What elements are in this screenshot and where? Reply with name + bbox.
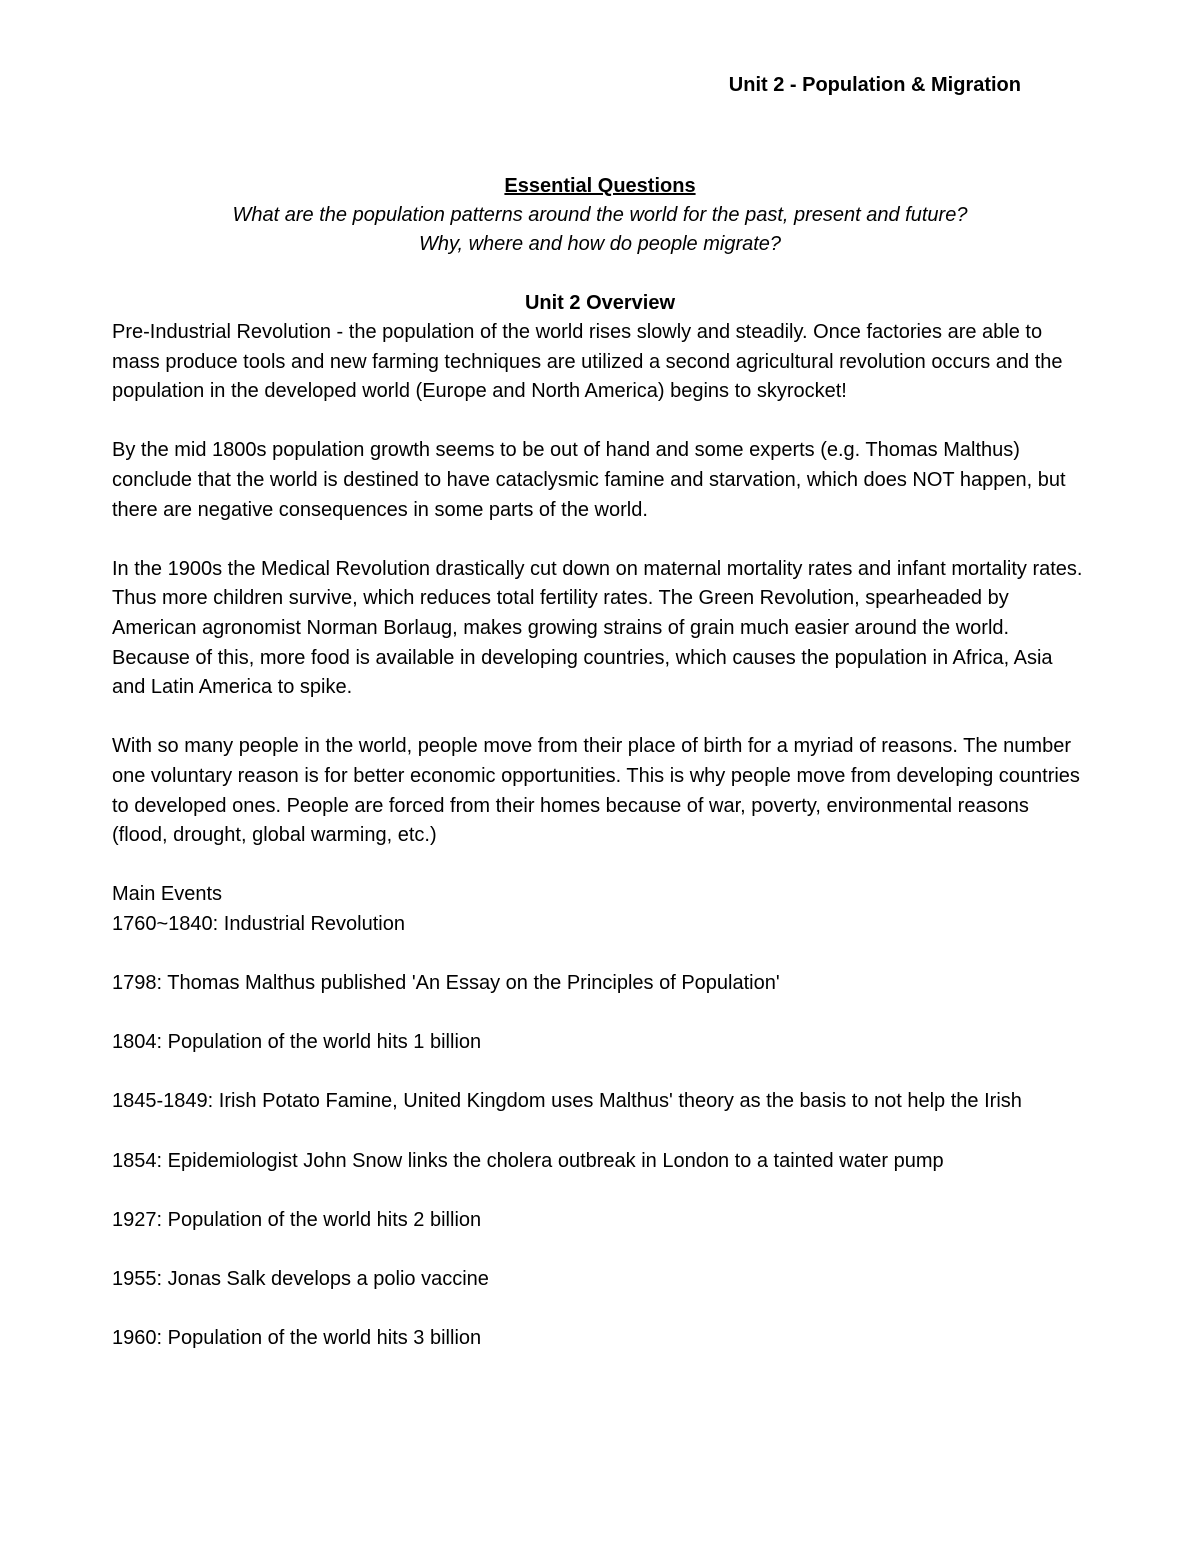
- event-item: 1955: Jonas Salk develops a polio vaccine: [112, 1268, 489, 1290]
- main-events-list: [112, 910, 1087, 1354]
- overview-paragraph: Pre-Industrial Revolution - the population of the world rises slowly and steadily. Once factories are able to mass produce tools and new farming techniques are utilized a second agricultural revolution occurs and the population in the developed world (Europe and North America) begins to skyrocket!: [112, 321, 1063, 403]
- event-item: 1804: Population of the world hits 1 billion: [112, 1031, 482, 1054]
- overview-title: Unit 2 Overview: [524, 292, 676, 314]
- essential-question: What are the population patterns around the world for the past, present and future?: [232, 204, 968, 226]
- essential-question: Why, where and how do people migrate?: [418, 233, 782, 255]
- main-events-label: Main Events: [112, 883, 223, 906]
- document-body: [112, 318, 1087, 1383]
- event-item: 1845-1849: Irish Potato Famine, United Kingdom uses Malthus' theory as the basis to not help the Irish: [112, 1090, 1022, 1113]
- overview-paragraph: In the 1900s the Medical Revolution drastically cut down on maternal mortality rates and infant mortality rates. Thus more children survive, which reduces total fertility rates. The Green Revolution, spearheaded by American agronomist Norman Borlaug, makes growing strains of grain much easier around the world. Because of this, more food is available in developing countries, which causes the population in Africa, Asia and Latin America to spike.: [112, 557, 1083, 699]
- event-item: 1927: Population of the world hits 2 billion: [112, 1208, 482, 1231]
- event-item: 1798: Thomas Malthus published 'An Essay on the Principles of Population': [112, 972, 780, 995]
- event-item: 1760~1840: Industrial Revolution: [112, 912, 405, 935]
- essential-questions-title: Essential Questions: [504, 175, 696, 197]
- event-item: 1854: Epidemiologist John Snow links the cholera outbreak in London to a tainted water pump: [112, 1149, 944, 1172]
- event-item: 1960: Population of the world hits 3 billion: [112, 1327, 482, 1350]
- page-header-title: Unit 2 - Population & Migration: [728, 74, 1021, 96]
- overview-paragraph: With so many people in the world, people move from their place of birth for a myriad of reasons. The number one voluntary reason is for better economic opportunities. This is why people move from developing countries to developed ones. People are forced from their homes because of war, poverty, environmental reasons (flood, drought, global warming, etc.): [112, 735, 1080, 847]
- overview-paragraph: By the mid 1800s population growth seems to be out of hand and some experts (e.g. Thomas Malthus) conclude that the world is destined to have cataclysmic famine and starvation, which does NOT happen, but there are negative consequences in some parts of the world.: [112, 439, 1066, 521]
- essential-questions: [0, 172, 1200, 259]
